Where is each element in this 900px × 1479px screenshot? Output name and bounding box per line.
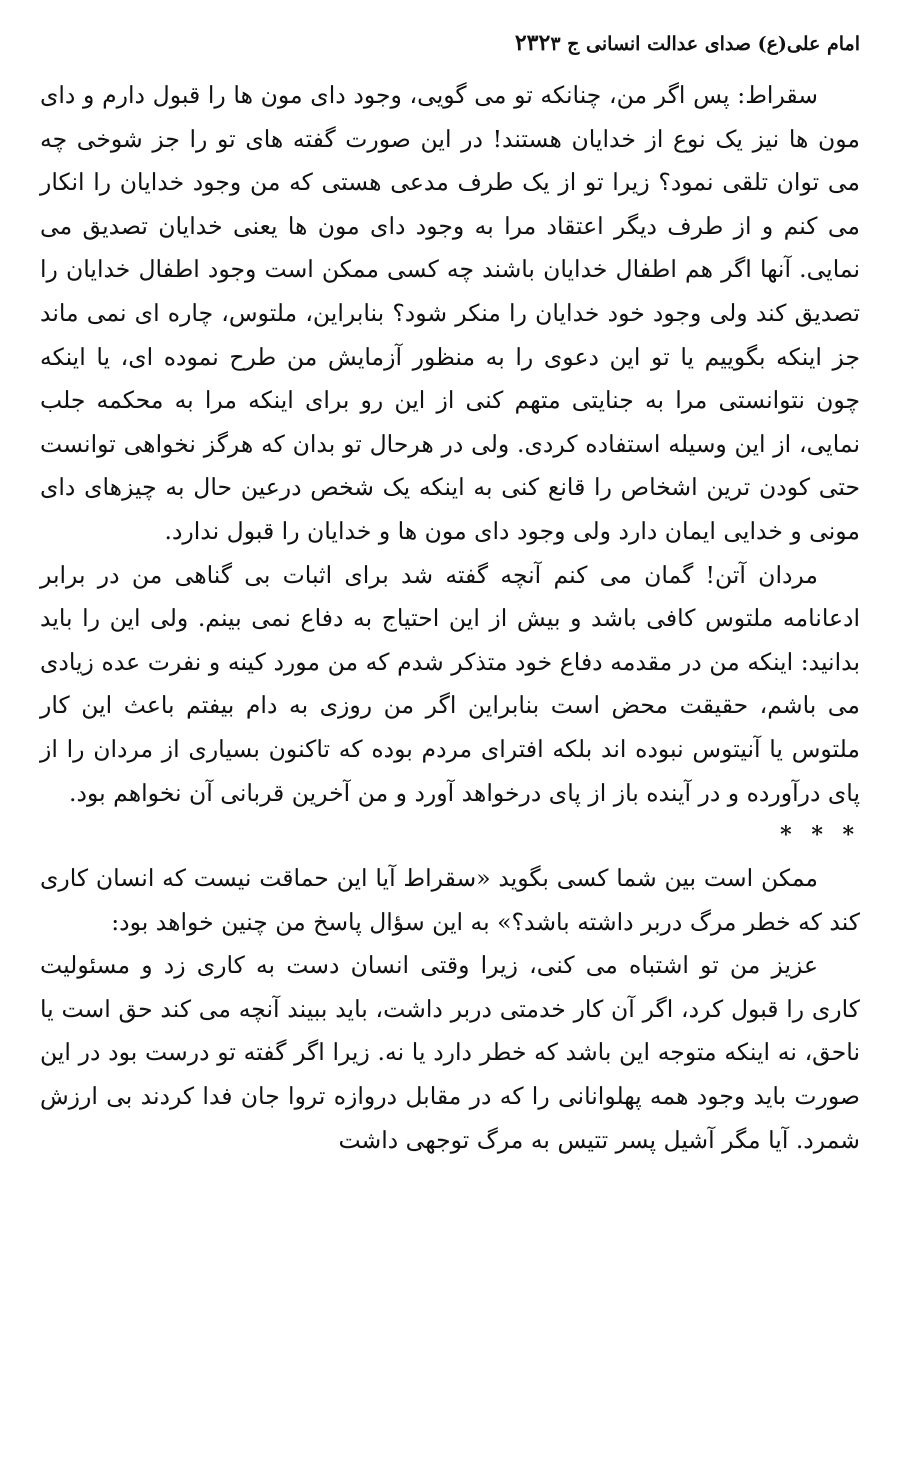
paragraph: عزیز من تو اشتباه می کنی، زیرا وقتی انسان دست به کاری زد و مسئولیت کاری را قبول کرد، اگر آن کار خدمتی دربر داشت، باید ببیند آنچه می کند حق است یا ناحق، نه اینکه متوجه این باشد که خطر دارد یا نه. زیرا اگر گفته تو درست بود در این صورت باید وجود همه پهلوانانی را که در مقابل دروازه تروا جان فدا کردند بی ارزش شمرد. آیا مگر آشیل پسر تتیس به مرگ توجهی داشت: [40, 951, 860, 1154]
document-page: [40, 30, 860, 1460]
paragraph: ممکن است بین شما کسی بگوید «سقراط آیا این حماقت نیست که انسان کاری کند که خطر مرگ دربر داشته باشد؟» به این سؤال پاسخ من چنین خواهد بود:: [40, 864, 860, 936]
page-number: ۲۳۲: [514, 30, 551, 56]
paragraph: مردان آتن! گمان می کنم آنچه گفته شد برای اثبات بی گناهی من در برابر ادعانامه ملتوس کافی باشد و بیش از این احتیاج به دفاع نمی بینم. ولی این را باید بدانید: اینکه من در مقدمه دفاع خود متذکر شدم که من مورد کینه و نفرت عده زیادی می باشم، حقیقت محض است بنابراین اگر من روزی به دام بیفتم باعث این کار ملتوس یا آنیتوس نبوده اند بلکه افترای مردم بوده که تاکنون بسیاری از مردان را از پای درآورده و در آینده باز از پای درخواهد آورد و من آخرین قربانی آن نخواهم بود.: [40, 560, 860, 807]
book-title: امام علی(ع) صدای عدالت انسانی ج ۳: [550, 33, 860, 55]
paragraph: سقراط: پس اگر من، چنانکه تو می گویی، وجود دای مون ها را قبول دارم و دای مون ها نیز یک نوع از خدایان هستند! در این صورت گفته های تو را جز شوخی چه می توان تلقی نمود؟ زیرا تو از یک طرف مدعی هستی که من وجود خدایان را انکار می کنم و از طرف دیگر اعتقاد مرا به وجود دای مون ها یعنی خدایان تصدیق می نمایی. آنها اگر هم اطفال خدایان باشند چه کسی ممکن است وجود اطفال خدایان را تصدیق کند ولی وجود خود خدایان را منکر شود؟ بنابراین، ملتوس، چاره ای نمی ماند جز اینکه بگوییم یا تو این دعوی را به منظور آزمایش من طرح نموده ای، یا اینکه چون نتوانستی مرا به جنایتی متهم کنی از این رو برای اینکه مرا به محکمه جلب نمایی، از این وسیله استفاده کردی. ولی در هرحال تو بدان که هرگز نخواهی توانست حتی کودن ترین اشخاص را قانع کنی به اینکه یک شخص درعین حال به چیزهای دای مونی و خدایی ایمان دارد ولی وجود دای مون ها و خدایان را قبول ندارد.: [40, 81, 860, 545]
section-separator: * * *: [780, 822, 860, 849]
body-text: [40, 74, 860, 1162]
page-header: [40, 30, 860, 74]
